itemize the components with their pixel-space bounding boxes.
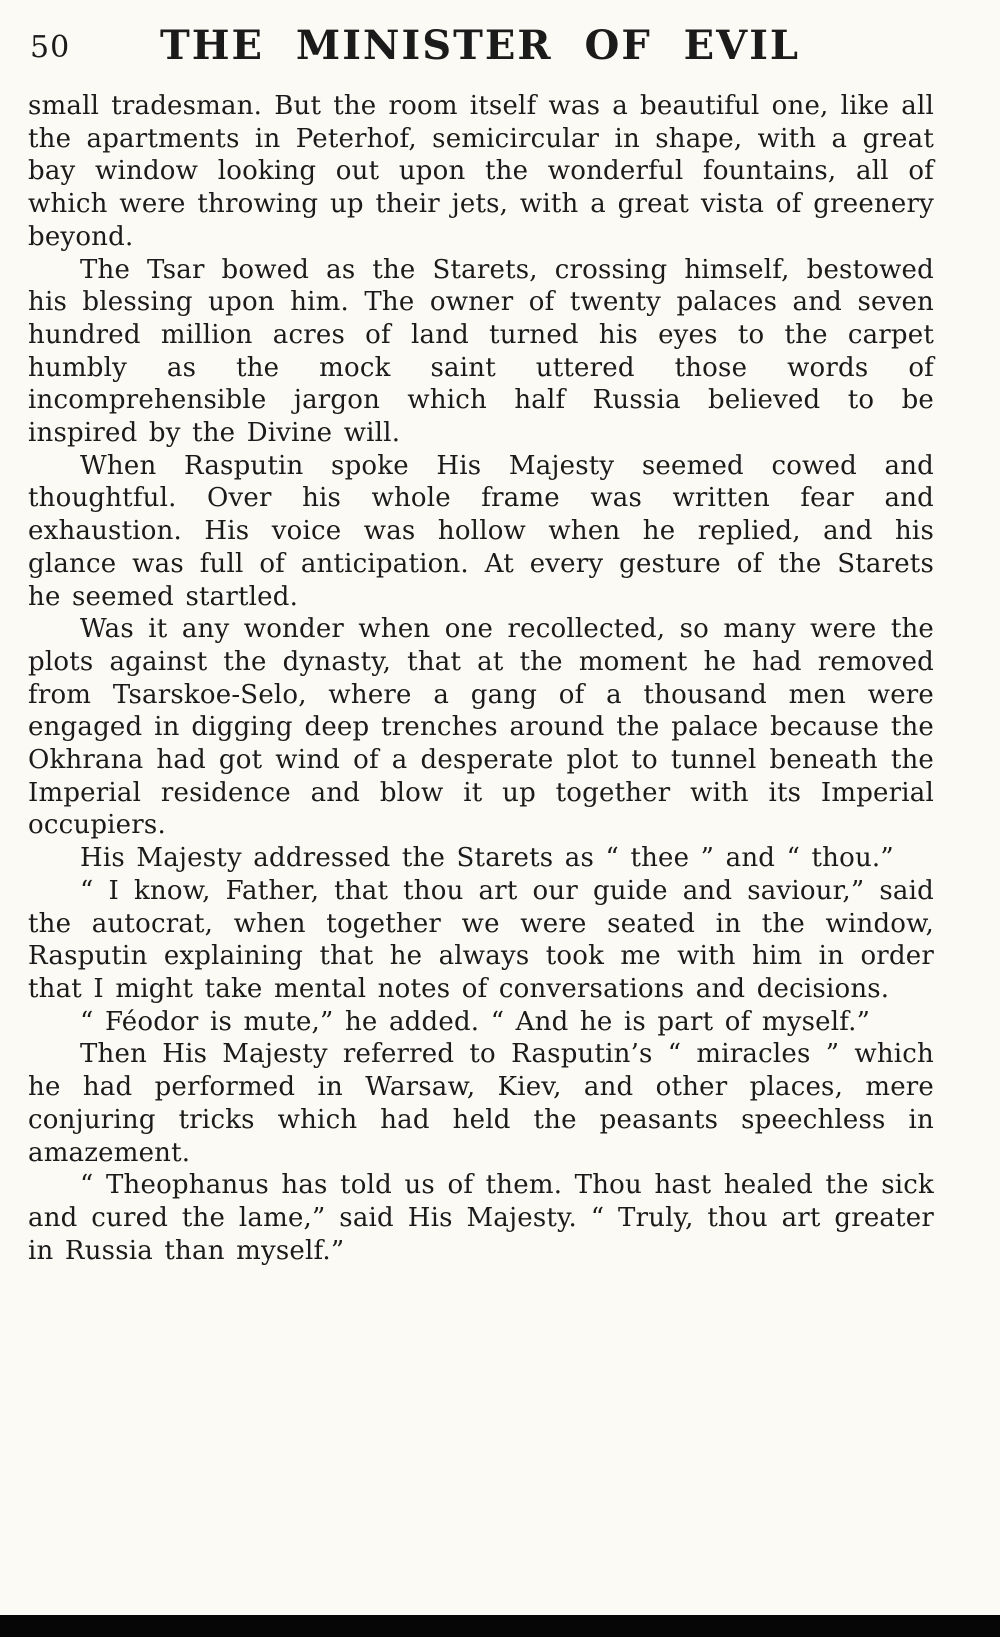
body-text	[28, 90, 934, 1267]
paragraph: “ Féodor is mute,” he added. “ And he is part of myself.”	[80, 1006, 871, 1037]
paragraph: small tradesman. But the room itself was a beautiful one, like all the apartments in Peterhof, semicircular in shape, with a great bay window looking out upon the wonderful fountains, all of which were throwing up their jets, with a great vista of greenery beyond.	[28, 91, 934, 252]
paragraph: Then His Majesty referred to Rasputin’s “ miracles ” which he had performed in Warsaw, Kiev, and other places, mere conjuring tricks which had held the peasants speechless in amazement.	[28, 1039, 934, 1168]
scan-edge-bar	[0, 1615, 1000, 1637]
paragraph: Was it any wonder when one recollected, so many were the plots against the dynasty, that at the moment he had removed from Tsarskoe-Selo, where a gang of a thousand men were engaged in digging deep trenches around the palace because the Okhrana had got wind of a desperate plot to tunnel beneath the Imperial residence and blow it up together with its Imperial occupiers.	[28, 614, 934, 841]
page-title: THE MINISTER OF EVIL	[159, 22, 801, 69]
paragraph: “ I know, Father, that thou art our guide and saviour,” said the autocrat, when together we were seated in the window, Rasputin explaining that he always took me with him in order that I might take mental notes of conversations and decisions.	[28, 875, 934, 1004]
paragraph: The Tsar bowed as the Starets, crossing himself, bestowed his blessing upon him. The owner of twenty palaces and seven hundred million acres of land turned his eyes to the carpet humbly as the mock saint uttered those words of incomprehensible jargon which half Russia believed to be inspired by the Divine will.	[28, 254, 934, 449]
page-number: 50	[30, 30, 71, 65]
paragraph: “ Theophanus has told us of them. Thou hast healed the sick and cured the lame,” said His Majesty. “ Truly, thou art greater in Russia than myself.”	[28, 1170, 934, 1266]
page-header	[30, 20, 930, 80]
paragraph: When Rasputin spoke His Majesty seemed cowed and thoughtful. Over his whole frame was written fear and exhaustion. His voice was hollow when he replied, and his glance was full of anticipation. At every gesture of the Starets he seemed startled.	[28, 450, 934, 612]
paragraph: His Majesty addressed the Starets as “ thee ” and “ thou.”	[80, 843, 894, 874]
